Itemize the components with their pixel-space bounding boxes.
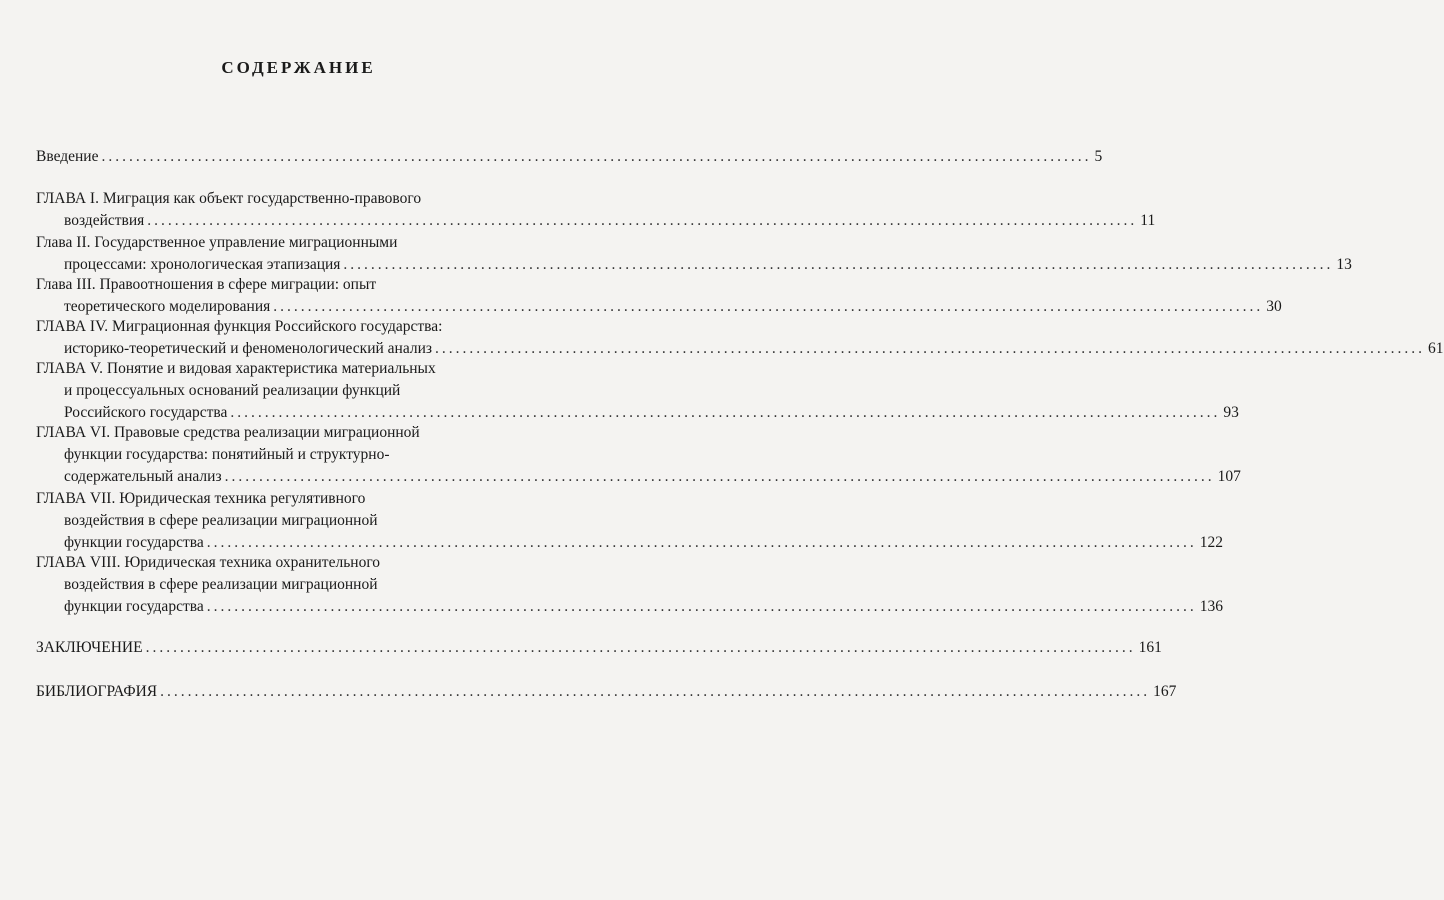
toc-entry-title: ЗАКЛЮЧЕНИЕ xyxy=(36,639,143,656)
toc-page-number: 136 xyxy=(1199,598,1223,615)
toc-page-number: 30 xyxy=(1266,298,1282,315)
toc-entry-title: БИБЛИОГРАФИЯ xyxy=(36,683,158,700)
toc-page-number: 11 xyxy=(1140,212,1156,229)
toc-entry-chapter-4[interactable] xyxy=(36,316,1444,360)
toc-entry-chapter-8[interactable] xyxy=(36,552,1223,618)
toc-entry-title: Российского государства xyxy=(64,404,228,421)
toc-entry-title: процессами: хронологическая этапизация xyxy=(64,256,341,273)
toc-entry-title: воздействия xyxy=(64,212,145,229)
dot-leader: ................................................................................................................................................ xyxy=(160,683,1151,700)
dot-leader: ................................................................................................................................................ xyxy=(273,298,1264,315)
toc-entry-line: Глава II. Государственное управление миграционными xyxy=(36,234,398,251)
dot-leader: ................................................................................................................................................ xyxy=(145,639,1136,656)
toc-entry-title: Введение xyxy=(36,148,99,165)
toc-entry-chapter-1[interactable] xyxy=(36,188,1156,232)
toc-entry-title: содержательный анализ xyxy=(64,468,222,485)
toc-page-number: 107 xyxy=(1217,468,1241,485)
toc-entry-title: функции государства xyxy=(64,598,204,615)
dot-leader: ................................................................................................................................................ xyxy=(435,340,1426,357)
toc-entry-chapter-6[interactable] xyxy=(36,422,1241,488)
dot-leader: ................................................................................................................................................ xyxy=(206,598,1197,615)
toc-entry-line: ГЛАВА IV. Миграционная функция Российского государства: xyxy=(36,318,443,335)
toc-page-number: 93 xyxy=(1223,404,1239,421)
toc-entry-line: воздействия в сфере реализации миграционной xyxy=(64,512,378,529)
toc-entry-chapter-3[interactable] xyxy=(36,274,1282,318)
toc-entry-title: теоретического моделирования xyxy=(64,298,271,315)
toc-page-number: 13 xyxy=(1336,256,1352,273)
toc-entry-chapter-7[interactable] xyxy=(36,488,1223,554)
dot-leader: ................................................................................................................................................ xyxy=(230,404,1221,421)
dot-leader: ................................................................................................................................................ xyxy=(147,212,1138,229)
toc-entry-line: ГЛАВА I. Миграция как объект государственно-правового xyxy=(36,190,422,207)
toc-entry-title: историко-теоретический и феноменологический анализ xyxy=(64,340,433,357)
toc-page-number: 61 xyxy=(1428,340,1444,357)
toc-entry-bibliography[interactable] xyxy=(36,681,1177,703)
toc-entry-title: функции государства xyxy=(64,534,204,551)
page-title: СОДЕРЖАНИЕ xyxy=(221,58,376,77)
toc-entry-introduction[interactable] xyxy=(36,146,1103,168)
toc-page-number: 167 xyxy=(1153,683,1177,700)
toc-page-number: 161 xyxy=(1138,639,1162,656)
toc-entry-line: ГЛАВА VIII. Юридическая техника охранительного xyxy=(36,554,381,571)
toc-entry-line: функции государства: понятийный и структурно- xyxy=(64,446,390,463)
toc-entry-line: Глава III. Правоотношения в сфере миграции: опыт xyxy=(36,276,377,293)
toc-entry-line: воздействия в сфере реализации миграционной xyxy=(64,576,378,593)
dot-leader: ................................................................................................................................................ xyxy=(206,534,1197,551)
toc-entry-line: ГЛАВА VII. Юридическая техника регулятивного xyxy=(36,490,366,507)
toc-entry-line: ГЛАВА VI. Правовые средства реализации миграционной xyxy=(36,424,420,441)
dot-leader: ................................................................................................................................................ xyxy=(101,148,1092,165)
toc-entry-chapter-2[interactable] xyxy=(36,232,1352,276)
toc-entry-line: ГЛАВА V. Понятие и видовая характеристика материальных xyxy=(36,360,436,377)
toc-entry-conclusion[interactable] xyxy=(36,637,1162,659)
dot-leader: ................................................................................................................................................ xyxy=(224,468,1215,485)
toc-entry-line: и процессуальных оснований реализации функций xyxy=(64,382,401,399)
toc-entry-chapter-5[interactable] xyxy=(36,358,1239,424)
toc-page-number: 122 xyxy=(1199,534,1223,551)
dot-leader: ................................................................................................................................................ xyxy=(343,256,1334,273)
toc-page-number: 5 xyxy=(1094,148,1103,165)
